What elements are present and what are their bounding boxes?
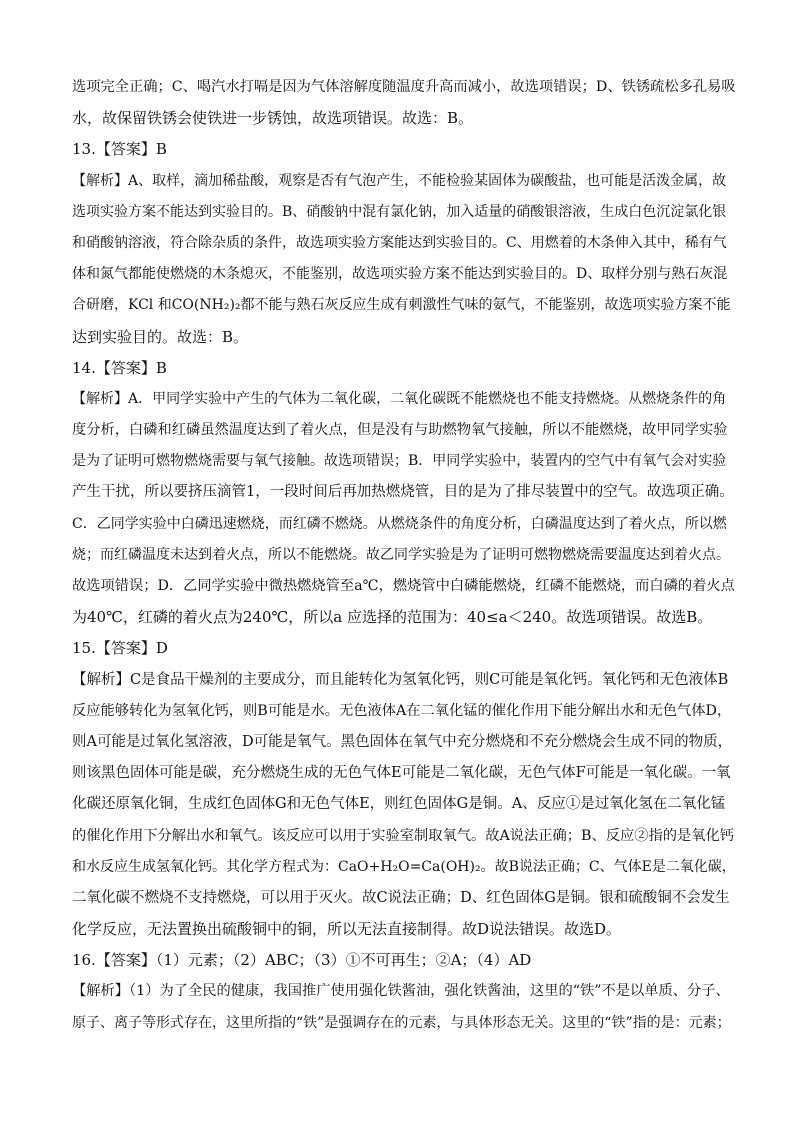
text-line: 则A可能是过氧化氢溶液，D可能是氧气。黑色固体在氧气中充分燃烧和不充分燃烧会生成不同的物质， [72, 733, 733, 750]
text-line: 为40℃，红磷的着火点为240℃，所以a 应选择的范围为：40≤a＜240。故选项错误。故选B。 [72, 608, 713, 627]
text-line: 【解析】C是食品干燥剂的主要成分，而且能转化为氢氧化钙，则C可能是氧化钙。氧化钙和无色液体B [72, 671, 729, 688]
text-line: 化碳还原氧化铜，生成红色固体G和无色气体E，则红色固体G是铜。A、反应①是过氧化氢在二氧化锰 [72, 796, 726, 813]
text-line: 度分析，白磷和红磷虽然温度达到了着火点，但是没有与助燃物氧气接触，所以不能燃烧，故甲同学实验 [72, 422, 728, 439]
text-line: 和硝酸钠溶液，符合除杂质的条件，故选项实验方案能达到实验目的。C、用燃着的木条伸入其中，稀有气 [72, 234, 727, 251]
text-line: 【解析】A．甲同学实验中产生的气体为二氧化碳，二氧化碳既不能燃烧也不能支持燃烧。从燃烧条件的角 [72, 390, 727, 407]
answer-heading-15: 15.【答案】D [72, 639, 168, 658]
text-line: 达到实验目的。故选：B。 [72, 327, 249, 346]
text-line: 体和氮气都能使燃烧的木条熄灭，不能鉴别，故选项实验方案不能达到实验目的。D、取样分别与熟石灰混 [72, 266, 728, 283]
text-line: 选项实验方案不能达到实验目的。B、硝酸钠中混有氯化钠，加入适量的硝酸银溶液，生成白色沉淀氯化银 [72, 203, 727, 220]
text-line: 和水反应生成氢氧化钙。其化学方程式为：CaO+H₂O=Ca(OH)₂。故B说法正确；C、气体E是二氧化碳， [72, 858, 736, 875]
answer-heading-16: 16.【答案】（1）元素；（2）ABC；（3）①不可再生；②A；（4）AD [72, 951, 532, 970]
text-line: 反应能够转化为氢氧化钙，则B可能是水。无色液体A在二氧化锰的催化作用下能分解出水和无色气体D， [72, 702, 732, 719]
text-line: 水，故保留铁锈会使铁进一步锈蚀，故选项错误。故选：B。 [72, 109, 474, 128]
text-line: 【解析】A、取样，滴加稀盐酸，观察是否有气泡产生，不能检验某固体为碳酸盐，也可能是活泼金属，故 [72, 172, 727, 189]
text-line: 化学反应，无法置换出硫酸铜中的铜，所以无法直接制得。故D说法错误。故选D。 [72, 920, 622, 939]
answer-heading-14: 14.【答案】B [72, 358, 167, 377]
text-line: 【解析】（1）为了全民的健康，我国推广使用强化铁酱油，强化铁酱油，这里的“铁”不是以单质、分子、 [72, 983, 730, 1000]
text-line: 的催化作用下分解出水和氧气。该反应可以用于实验室制取氧气。故A说法正确；B、反应②指的是氧化钙 [72, 827, 735, 844]
text-line: 故选项错误；D．乙同学实验中微热燃烧管至a℃，燃烧管中白磷能燃烧，红磷不能燃烧，而白磷的着火点 [72, 578, 735, 594]
text-line: 产生干扰，所以要挤压滴管1，一段时间后再加热燃烧管，目的是为了排尽装置中的空气。故选项正确。 [72, 484, 734, 501]
text-line: 是为了证明可燃物燃烧需要与氧气接触。故选项错误；B．甲同学实验中，装置内的空气中有氧气会对实验 [72, 453, 727, 470]
text-line: 则该黑色固体可能是碳，充分燃烧生成的无色气体E可能是二氧化碳，无色气体F可能是一氧化碳。一氧 [72, 765, 731, 782]
text-line: 合研磨，KCl 和CO(NH₂)₂都不能与熟石灰反应生成有刺激性气味的氨气，不能鉴别，故选项实验方案不能 [72, 297, 731, 314]
text-line: 二氧化碳不燃烧不支持燃烧，可以用于灭火。故C说法正确；D、红色固体G是铜。银和硫酸铜不会发生 [72, 889, 730, 906]
text-line: 选项完全正确；C、喝汽水打嗝是因为气体溶解度随温度升高而减小，故选项错误；D、铁锈疏松多孔易吸 [72, 79, 736, 95]
text-line: C．乙同学实验中白磷迅速燃烧，而红磷不燃烧。从燃烧条件的角度分析，白磷温度达到了着火点，所以燃 [72, 515, 727, 532]
text-line: 烧；而红磷温度未达到着火点，所以不能燃烧。故乙同学实验是为了证明可燃物燃烧需要温度达到着火点。 [72, 546, 730, 563]
document-page [72, 72, 736, 1039]
answer-heading-13: 13.【答案】B [72, 140, 167, 159]
text-line: 原子、离子等形式存在，这里所指的“铁”是强调存在的元素，与具体形态无关。这里的“铁”指的是：元素； [72, 1014, 731, 1031]
